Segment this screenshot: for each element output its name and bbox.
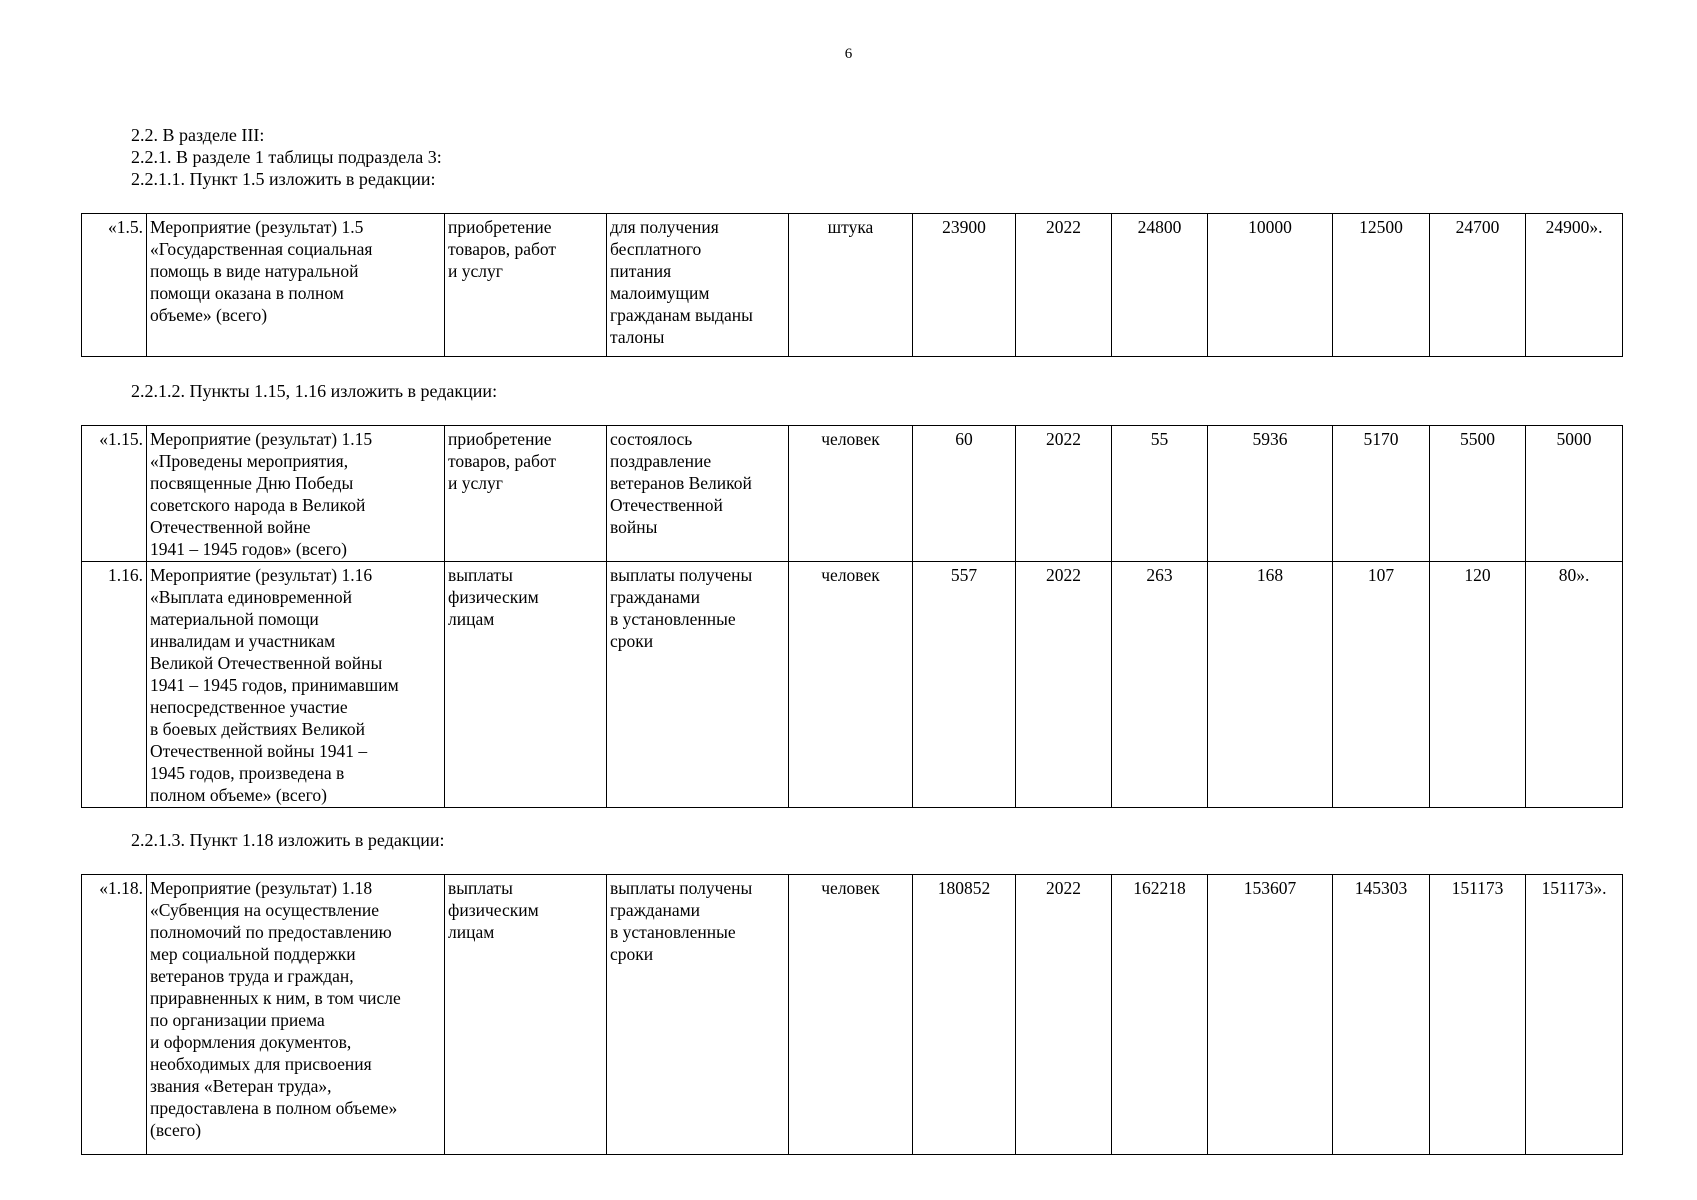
value-2025: 12500 [1333,214,1430,357]
baseline-value: 60 [913,426,1016,562]
event-name-line: Мероприятие (результат) 1.18 [150,878,373,898]
event-name-line: инвалидам и участникам [150,631,336,651]
event-type-line: физическим [448,900,539,920]
event-name-line: в боевых действиях Великой [150,719,365,739]
event-type-line: лицам [448,609,495,629]
event-name-line: Отечественной войны 1941 – [150,741,368,761]
item-number: «1.18. [82,875,147,1155]
event-description-line: поздравление [610,451,712,471]
event-description-line: для получения [610,217,719,237]
value-2024: 153607 [1208,875,1333,1155]
event-name-line: посвященные Дню Победы [150,473,354,493]
baseline-value: 23900 [913,214,1016,357]
event-name-line: объеме» (всего) [150,305,268,325]
event-description-line: питания [610,261,672,281]
event-name-line: звания «Ветеран труда», [150,1076,332,1096]
event-description-line: войны [610,517,658,537]
table-items-1-15-1-16 [81,425,1623,808]
value-2023: 55 [1112,426,1208,562]
event-name-line: Мероприятие (результат) 1.15 [150,429,373,449]
event-type-line: и услуг [448,261,503,281]
baseline-year: 2022 [1016,214,1112,357]
event-description-line: гражданами [610,587,701,607]
value-2024: 5936 [1208,426,1333,562]
item-number: «1.5. [82,214,147,357]
value-2026: 151173 [1430,875,1526,1155]
value-2024: 10000 [1208,214,1333,357]
event-name-line: мер социальной поддержки [150,944,356,964]
event-name [147,426,445,562]
event-name-line: Отечественной войне [150,517,311,537]
event-type-line: выплаты [448,565,513,585]
value-2023: 263 [1112,562,1208,808]
event-type [445,214,607,357]
event-description-line: Отечественной [610,495,723,515]
event-name-line: (всего) [150,1120,202,1140]
value-2025: 145303 [1333,875,1430,1155]
event-description-line: малоимущим [610,283,710,303]
event-name-line: необходимых для присвоения [150,1054,372,1074]
value-2027: 80». [1526,562,1623,808]
unit-of-measure: человек [789,426,913,562]
value-2026: 24700 [1430,214,1526,357]
value-2027: 24900». [1526,214,1623,357]
event-type-line: физическим [448,587,539,607]
event-description-line: состоялось [610,429,693,449]
event-name-line: Мероприятие (результат) 1.5 [150,217,364,237]
table-row [82,562,1623,808]
event-type-line: товаров, работ [448,451,557,471]
event-description-line: выплаты получены [610,878,753,898]
event-description-line: ветеранов Великой [610,473,752,493]
event-name-line: помощи оказана в полном [150,283,344,303]
event-description-line: гражданами [610,900,701,920]
event-name-line: Великой Отечественной войны [150,653,383,673]
event-name-line: по организации приема [150,1010,325,1030]
event-type [445,875,607,1155]
unit-of-measure: штука [789,214,913,357]
value-2025: 5170 [1333,426,1430,562]
event-type-line: товаров, работ [448,239,557,259]
event-description-line: талоны [610,327,665,347]
subsection-heading: 2.2.1. В разделе 1 таблицы подраздела 3: [131,147,442,167]
value-2026: 5500 [1430,426,1526,562]
item-number: «1.15. [82,426,147,562]
event-name-line: «Проведены мероприятия, [150,451,349,471]
baseline-value: 180852 [913,875,1016,1155]
event-name-line: помощь в виде натуральной [150,261,359,281]
table-row [82,214,1623,357]
event-description-line: сроки [610,631,654,651]
event-name-line: материальной помощи [150,609,319,629]
value-2026: 120 [1430,562,1526,808]
unit-of-measure: человек [789,875,913,1155]
event-name [147,562,445,808]
item-heading: 2.2.1.2. Пункты 1.15, 1.16 изложить в редакции: [131,381,498,401]
event-name-line: полном объеме» (всего) [150,785,327,805]
event-description-line: в установленные [610,609,736,629]
event-type-line: приобретение [448,429,552,449]
baseline-year: 2022 [1016,426,1112,562]
event-description [607,426,789,562]
event-name-line: ветеранов труда и граждан, [150,966,354,986]
event-name-line: «Субвенция на осуществление [150,900,379,920]
event-description-line: гражданам выданы [610,305,753,325]
event-name-line: Мероприятие (результат) 1.16 [150,565,373,585]
item-number: 1.16. [82,562,147,808]
event-description-line: выплаты получены [610,565,753,585]
event-name-line: 1941 – 1945 годов, принимавшим [150,675,399,695]
event-type-line: приобретение [448,217,552,237]
event-type-line: выплаты [448,878,513,898]
event-name-line: 1945 годов, произведена в [150,763,345,783]
event-description-line: бесплатного [610,239,702,259]
event-name-line: приравненных к ним, в том числе [150,988,401,1008]
event-name-line: и оформления документов, [150,1032,352,1052]
event-description-line: сроки [610,944,654,964]
table-item-1-18 [81,874,1623,1155]
section-heading: 2.2. В разделе III: [131,125,265,145]
value-2027: 5000 [1526,426,1623,562]
event-name [147,214,445,357]
unit-of-measure: человек [789,562,913,808]
baseline-year: 2022 [1016,562,1112,808]
event-name-line: «Государственная социальная [150,239,373,259]
event-description-line: в установленные [610,922,736,942]
event-name [147,875,445,1155]
table-row [82,875,1623,1155]
value-2023: 24800 [1112,214,1208,357]
baseline-year: 2022 [1016,875,1112,1155]
event-type [445,426,607,562]
event-description [607,562,789,808]
event-name-line: «Выплата единовременной [150,587,352,607]
item-heading: 2.2.1.1. Пункт 1.5 изложить в редакции: [131,169,436,189]
event-name-line: советского народа в Великой [150,495,366,515]
baseline-value: 557 [913,562,1016,808]
value-2027: 151173». [1526,875,1623,1155]
event-name-line: 1941 – 1945 годов» (всего) [150,539,347,559]
value-2023: 162218 [1112,875,1208,1155]
table-item-1-5 [81,213,1623,357]
event-name-line: полномочий по предоставлению [150,922,392,942]
page-number: 6 [844,46,853,62]
event-description [607,214,789,357]
event-type-line: лицам [448,922,495,942]
value-2025: 107 [1333,562,1430,808]
table-row [82,426,1623,562]
event-name-line: предоставлена в полном объеме» [150,1098,398,1118]
event-type-line: и услуг [448,473,503,493]
event-name-line: непосредственное участие [150,697,348,717]
event-description [607,875,789,1155]
event-type [445,562,607,808]
value-2024: 168 [1208,562,1333,808]
item-heading: 2.2.1.3. Пункт 1.18 изложить в редакции: [131,830,445,850]
